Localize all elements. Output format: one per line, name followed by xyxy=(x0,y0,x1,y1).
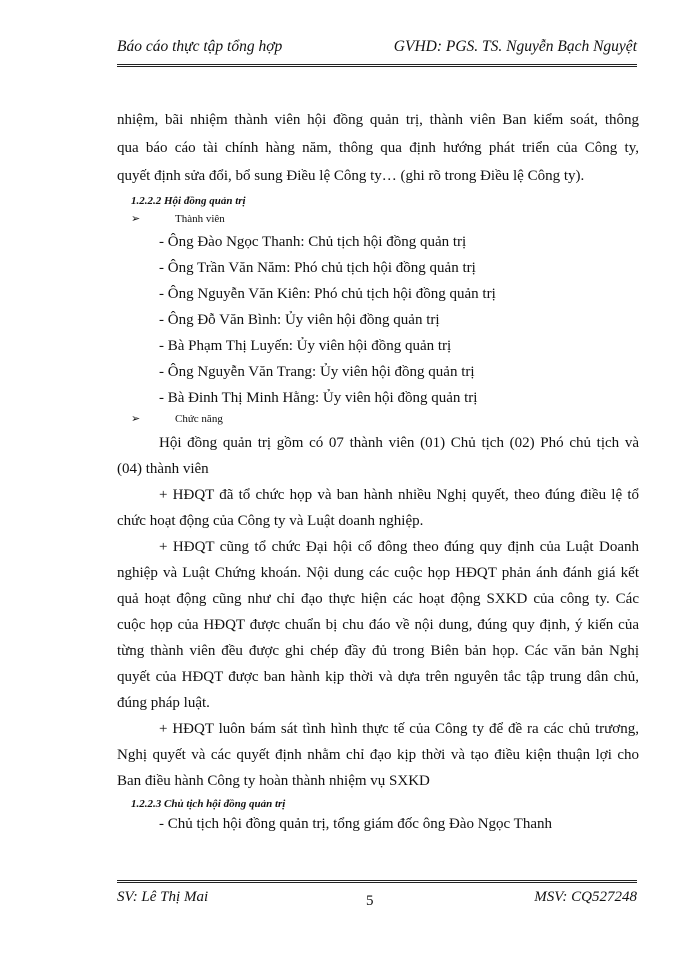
page-footer xyxy=(117,880,637,909)
paragraph-line: đúng pháp luật. xyxy=(117,695,210,711)
paragraph-line: (04) thành viên xyxy=(117,461,209,477)
member-item: - Ông Nguyễn Văn Trang: Ủy viên hội đồng quản trị xyxy=(159,364,475,380)
bullet-item xyxy=(131,409,223,429)
bullet-label: Chức năng xyxy=(175,413,223,425)
paragraph-line: nhiệm, bãi nhiệm thành viên hội đồng quản trị, thành viên Ban kiểm soát, thông xyxy=(117,112,639,128)
member-item: - Bà Đinh Thị Minh Hằng: Ủy viên hội đồng quản trị xyxy=(159,390,478,406)
arrow-bullet-icon: ➢ xyxy=(131,213,141,225)
paragraph-line: Ban điều hành Công ty hoàn thành nhiệm vụ SXKD xyxy=(117,773,430,789)
paragraph-line: nghiệp và Luật Chứng khoán. Nội dung các cuộc họp HĐQT phản ánh đánh giá kết xyxy=(117,565,639,581)
page-number: 5 xyxy=(366,893,374,909)
paragraph-line: quyết của HĐQT được ban hành kịp thời và dựa trên nguyên tắc tập trung dân chủ, xyxy=(117,669,639,685)
header-supervisor: GVHD: PGS. TS. Nguyễn Bạch Nguyệt xyxy=(393,38,637,55)
paragraph-line: quyết định sửa đổi, bổ sung Điều lệ Công ty… (ghi rõ trong Điều lệ Công ty). xyxy=(117,168,585,184)
page-header xyxy=(117,38,637,67)
bullet-label: Thành viên xyxy=(175,213,225,225)
member-item: - Bà Phạm Thị Luyến: Ủy viên hội đồng quản trị xyxy=(159,338,452,354)
section-heading: 1.2.2.2 Hội đồng quản trị xyxy=(131,195,246,207)
paragraph-line: qua báo cáo tài chính hàng năm, thông qua định hướng phát triển của Công ty, xyxy=(117,140,639,156)
paragraph-line: từng thành viên đều được ghi chép đầy đủ trong Biên bản họp. Các văn bản Nghị xyxy=(117,643,639,659)
paragraph-line: + HĐQT đã tổ chức họp và ban hành nhiều Nghị quyết, theo đúng điều lệ tổ xyxy=(159,487,639,503)
footer-student-name: SV: Lê Thị Mai xyxy=(117,889,209,905)
section-heading: 1.2.2.3 Chủ tịch hội đồng quản trị xyxy=(131,798,286,810)
paragraph-line: quả hoạt động cũng như chỉ đạo thực hiện các hoạt động SXKD của công ty. Các xyxy=(117,591,639,607)
bullet-item xyxy=(131,209,225,229)
member-item: - Ông Trần Văn Năm: Phó chủ tịch hội đồng quản trị xyxy=(159,260,476,276)
paragraph-line: + HĐQT luôn bám sát tình hình thực tế của Công ty để đề ra các chủ trương, xyxy=(159,721,639,737)
paragraph-line: + HĐQT cũng tổ chức Đại hội cổ đông theo đúng quy định của Luật Doanh xyxy=(159,539,639,555)
paragraph-line: chức hoạt động của Công ty và Luật doanh nghiệp. xyxy=(117,513,424,529)
paragraph-line: Nghị quyết và các quyết định nhằm chỉ đạo kịp thời và tạo điều kiện thuận lợi cho xyxy=(117,747,639,763)
footer-student-id: MSV: CQ527248 xyxy=(534,889,637,905)
member-item: - Ông Đào Ngọc Thanh: Chủ tịch hội đồng quản trị xyxy=(159,234,467,250)
member-item: - Ông Nguyễn Văn Kiên: Phó chủ tịch hội đồng quản trị xyxy=(159,286,496,302)
paragraph-line: - Chủ tịch hội đồng quản trị, tổng giám đốc ông Đào Ngọc Thanh xyxy=(159,816,552,832)
member-item: - Ông Đỗ Văn Bình: Ủy viên hội đồng quản trị xyxy=(159,312,440,328)
arrow-bullet-icon: ➢ xyxy=(131,413,141,425)
header-report-title: Báo cáo thực tập tổng hợp xyxy=(117,38,283,55)
paragraph-line: Hội đồng quản trị gồm có 07 thành viên (01) Chủ tịch (02) Phó chủ tịch và xyxy=(159,435,639,451)
paragraph-line: cuộc họp của HĐQT được chuẩn bị chu đáo về nội dung, đúng quy định, ý kiến của xyxy=(117,617,639,633)
